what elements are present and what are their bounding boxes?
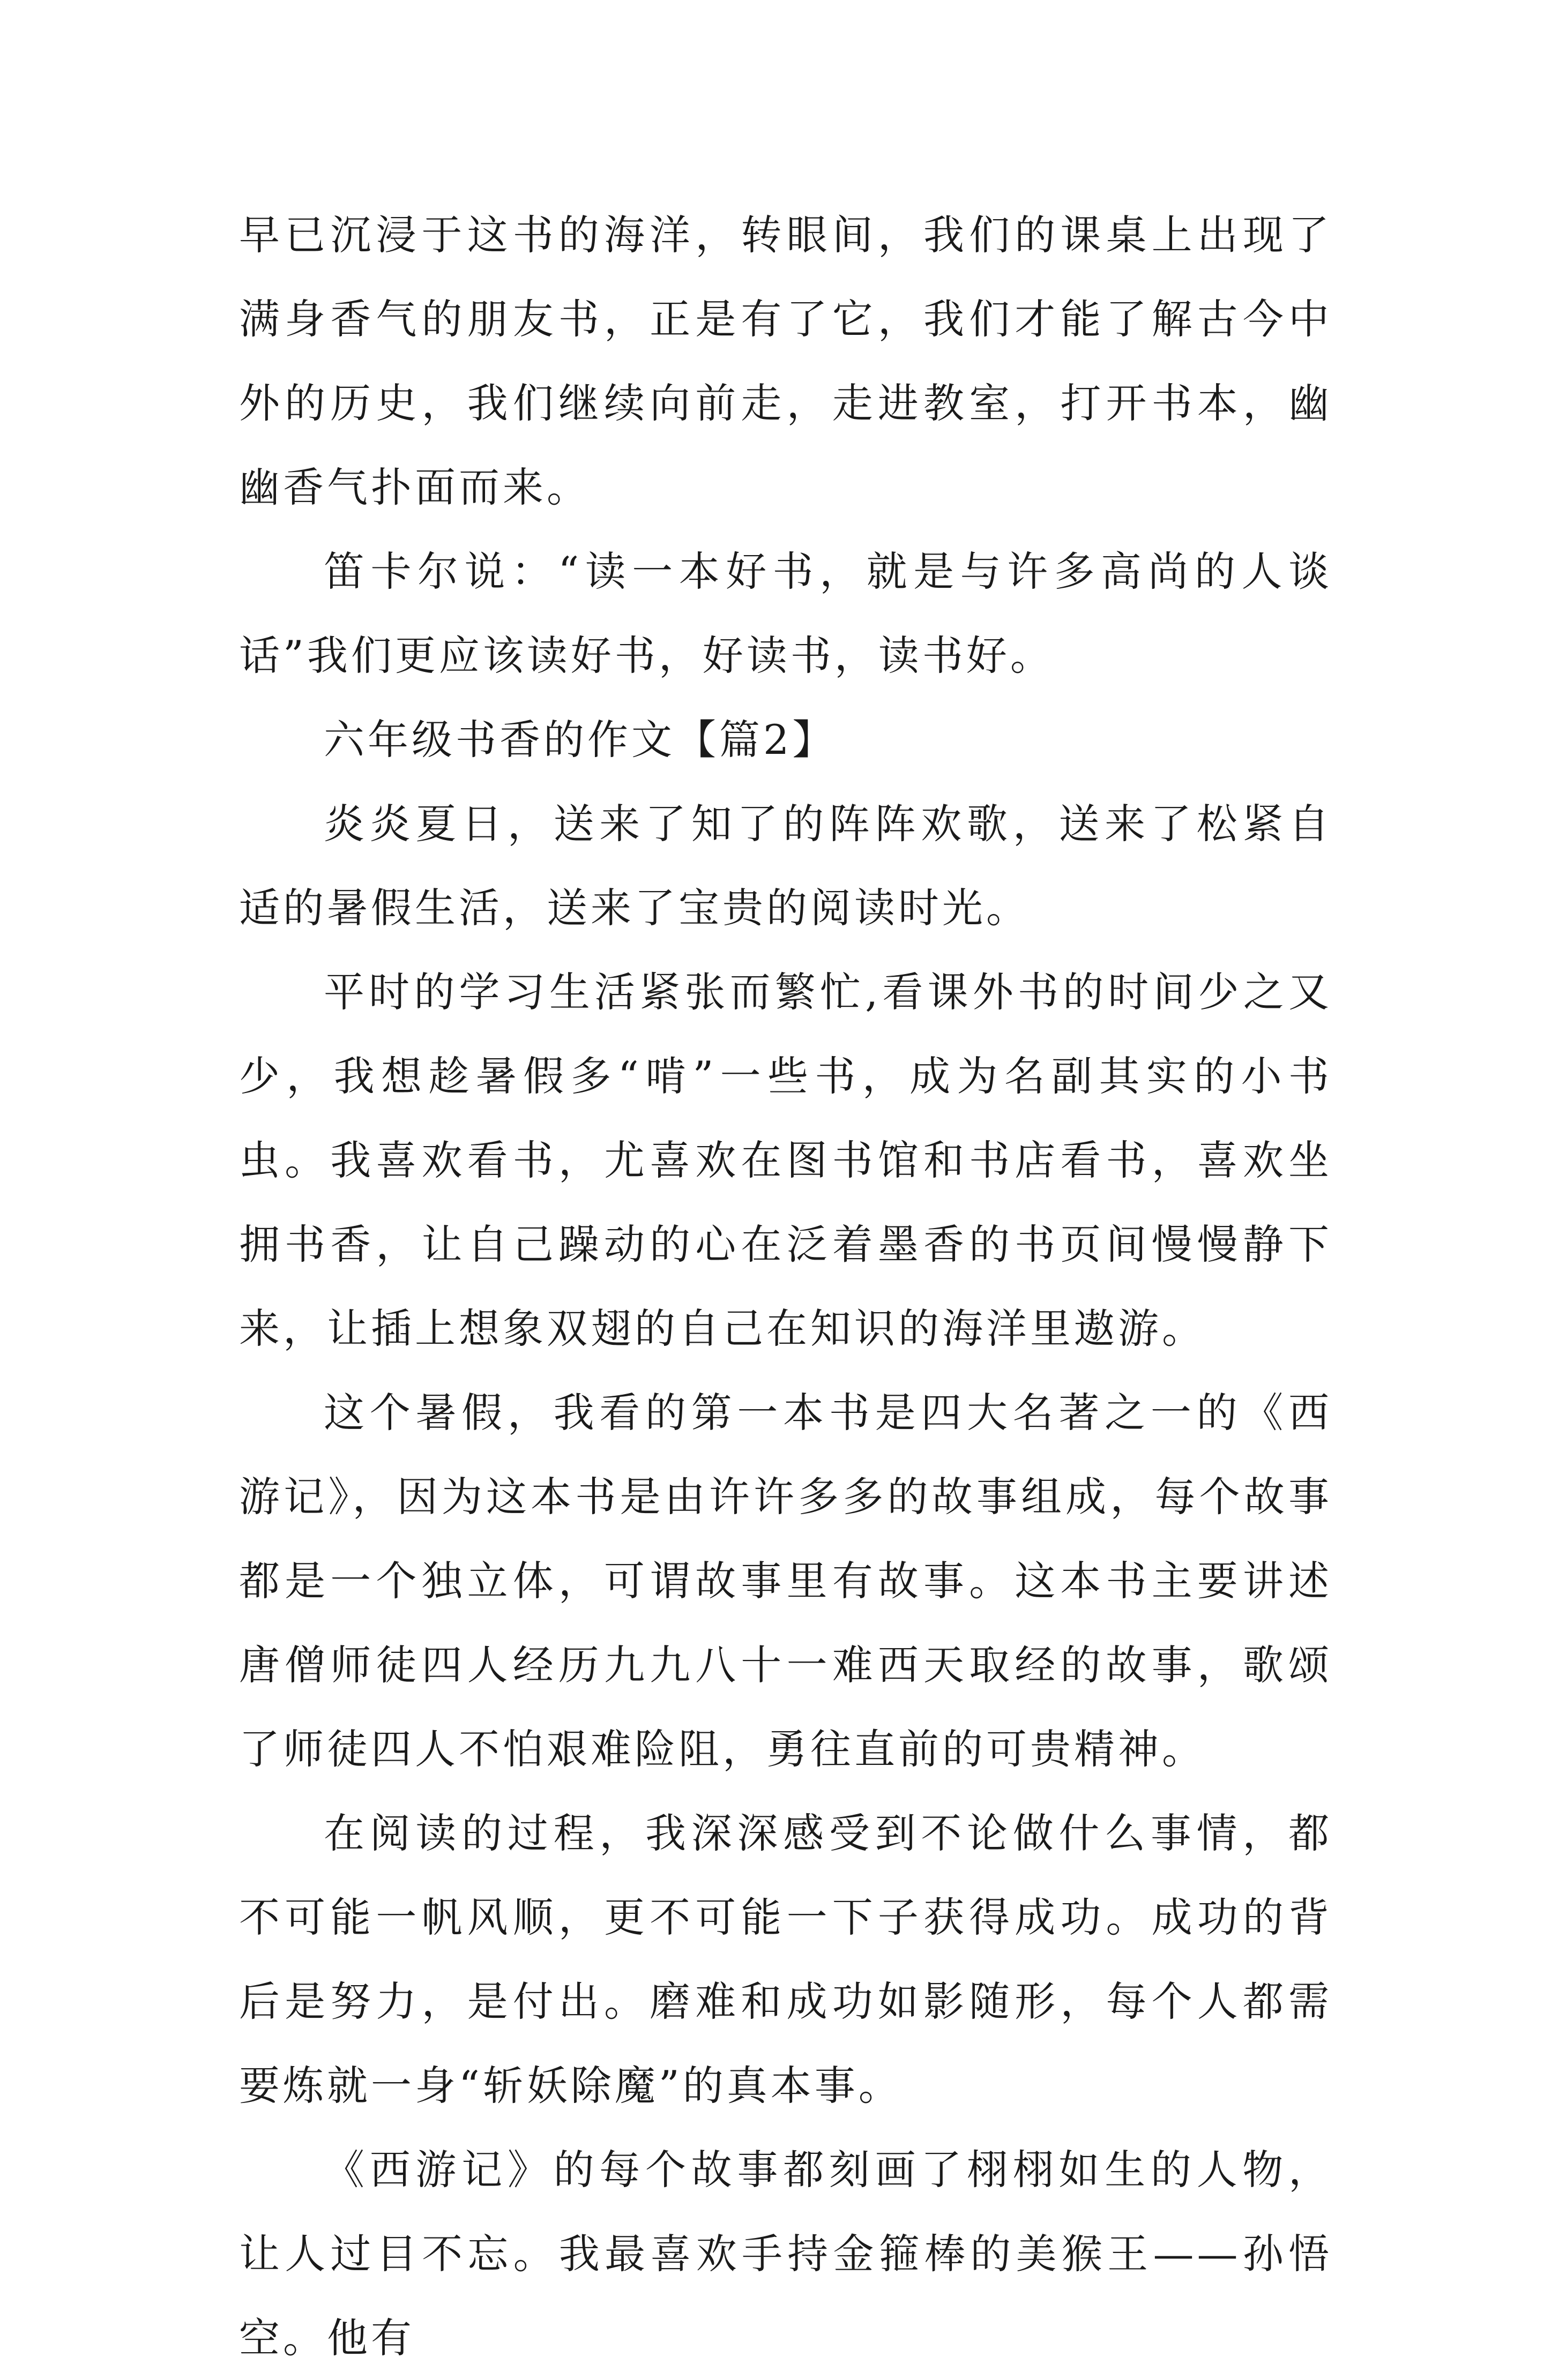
paragraph-reflection: 在阅读的过程，我深深感受到不论做什么事情，都不可能一帆风顺，更不可能一下子获得成功。成功的背后是努力，是付出。磨难和成功如影随形，每个人都需要炼就一身“斩妖除魔”的真本事。 (239, 1809, 1332, 2109)
document-body (239, 193, 1332, 2380)
paragraph-summer: 炎炎夏日，送来了知了的阵阵欢歌，送来了松紧自适的暑假生活，送来了宝贵的阅读时光。 (239, 800, 1332, 932)
paragraph-descartes-quote: 笛卡尔说：“读一本好书，就是与许多高尚的人谈话”我们更应该读好书，好读书，读书好。 (239, 548, 1332, 679)
paragraph-reading-habit: 平时的学习生活紧张而繁忙,看课外书的时间少之又少，我想趁暑假多“啃”一些书，成为名副其实的小书虫。我喜欢看书，尤喜欢在图书馆和书店看书，喜欢坐拥书香，让自己躁动的心在泛着墨香的书页间慢慢静下来，让插上想象双翅的自己在知识的海洋里遨游。 (239, 968, 1332, 1352)
paragraph-continuation: 早已沉浸于这书的海洋，转眼间，我们的课桌上出现了满身香气的朋友书，正是有了它，我们才能了解古今中外的历史，我们继续向前走，走进教室，打开书本，幽幽香气扑面而来。 (239, 211, 1332, 511)
paragraph-journey-west: 这个暑假，我看的第一本书是四大名著之一的《西游记》，因为这本书是由许许多多的故事组成，每个故事都是一个独立体，可谓故事里有故事。这本书主要讲述唐僧师徒四人经历九九八十一难西天取经的故事，歌颂了师徒四人不怕艰难险阻，勇往直前的可贵精神。 (239, 1389, 1332, 1773)
section-heading: 六年级书香的作文【篇2】 (324, 716, 837, 764)
paragraph-characters: 《西游记》的每个故事都刻画了栩栩如生的人物，让人过目不忘。我最喜欢手持金箍棒的美猴王——孙悟空。他有 (239, 2146, 1332, 2362)
